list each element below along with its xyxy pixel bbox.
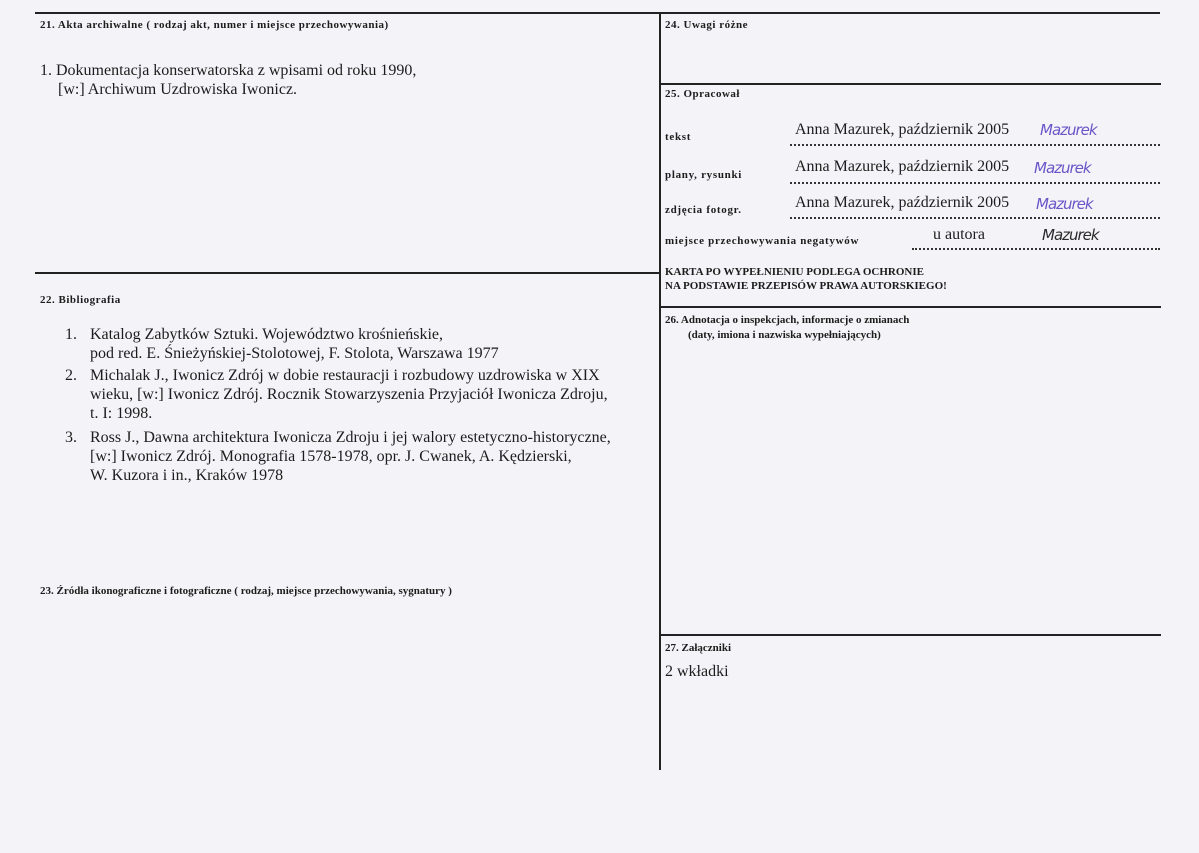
section-25-heading: 25. Opracował — [665, 88, 740, 100]
copyright-notice-line-1: KARTA PO WYPEŁNIENIU PODLEGA OCHRONIE — [665, 266, 924, 278]
section-27-value: 2 wkładki — [665, 663, 729, 680]
bibliography-item-line: W. Kuzora i in., Kraków 1978 — [90, 467, 284, 484]
author-signature: Mazurek — [1042, 226, 1099, 244]
bibliography-item-line: pod red. E. Śnieżyńskiej-Stolotowej, F. Stolota, Warszawa 1977 — [90, 345, 499, 362]
author-row-dotted-line — [912, 248, 1160, 250]
author-row-label: miejsce przechowywania negatywów — [665, 235, 860, 247]
section-23-heading: 23. Źródła ikonograficzne i fotograficzne ( rodzaj, miejsce przechowywania, sygnatury ) — [40, 585, 452, 597]
rule-26-27 — [659, 634, 1161, 636]
bibliography-item-number: 2. — [65, 367, 77, 384]
author-row-dotted-line — [790, 182, 1160, 184]
section-21-line-1: 1. Dokumentacja konserwatorska z wpisami od roku 1990, — [40, 62, 417, 79]
bibliography-item-line: [w:] Iwonicz Zdrój. Monografia 1578-1978, opr. J. Cwanek, A. Kędzierski, — [90, 448, 572, 465]
author-row-value: Anna Mazurek, październik 2005 — [795, 194, 1010, 211]
author-row-label: tekst — [665, 131, 692, 143]
bibliography-item-number: 3. — [65, 429, 77, 446]
section-21-heading: 21. Akta archiwalne ( rodzaj akt, numer i miejsce przechowywania) — [40, 19, 389, 31]
top-rule — [35, 12, 1160, 14]
bibliography-item-line: Michalak J., Iwonicz Zdrój w dobie restauracji i rozbudowy uzdrowiska w XIX — [90, 367, 600, 384]
author-signature: Mazurek — [1040, 121, 1097, 139]
bibliography-item-number: 1. — [65, 326, 77, 343]
author-row-value: Anna Mazurek, październik 2005 — [795, 158, 1010, 175]
copyright-notice-line-2: NA PODSTAWIE PRZEPISÓW PRAWA AUTORSKIEGO! — [665, 280, 947, 292]
author-row-value: u autora — [933, 226, 985, 243]
section-26-heading: 26. Adnotacja o inspekcjach, informacje o zmianach — [665, 314, 910, 326]
section-22-heading: 22. Bibliografia — [40, 294, 121, 306]
bibliography-item-line: t. I: 1998. — [90, 405, 153, 422]
author-row-dotted-line — [790, 144, 1160, 146]
author-row-value: Anna Mazurek, październik 2005 — [795, 121, 1010, 138]
author-row-label: zdjęcia fotogr. — [665, 204, 742, 216]
section-27-heading: 27. Załączniki — [665, 642, 732, 654]
author-signature: Mazurek — [1034, 159, 1091, 177]
bibliography-item-line: wieku, [w:] Iwonicz Zdrój. Rocznik Stowarzyszenia Przyjaciół Iwonicza Zdroju, — [90, 386, 608, 403]
section-24-heading: 24. Uwagi różne — [665, 19, 748, 31]
author-row-label: plany, rysunki — [665, 169, 743, 181]
rule-24-25 — [659, 83, 1161, 85]
author-signature: Mazurek — [1036, 195, 1093, 213]
section-26-subheading: (daty, imiona i nazwiska wypełniających) — [688, 329, 881, 341]
center-divider — [659, 12, 661, 770]
author-row-dotted-line — [790, 217, 1160, 219]
bibliography-item-line: Katalog Zabytków Sztuki. Województwo krośnieńskie, — [90, 326, 444, 343]
rule-25-26 — [659, 306, 1161, 308]
bibliography-item-line: Ross J., Dawna architektura Iwonicza Zdroju i jej walory estetyczno-historyczne, — [90, 429, 611, 446]
section-21-line-2: [w:] Archiwum Uzdrowiska Iwonicz. — [58, 81, 298, 98]
rule-21-22 — [35, 272, 659, 274]
